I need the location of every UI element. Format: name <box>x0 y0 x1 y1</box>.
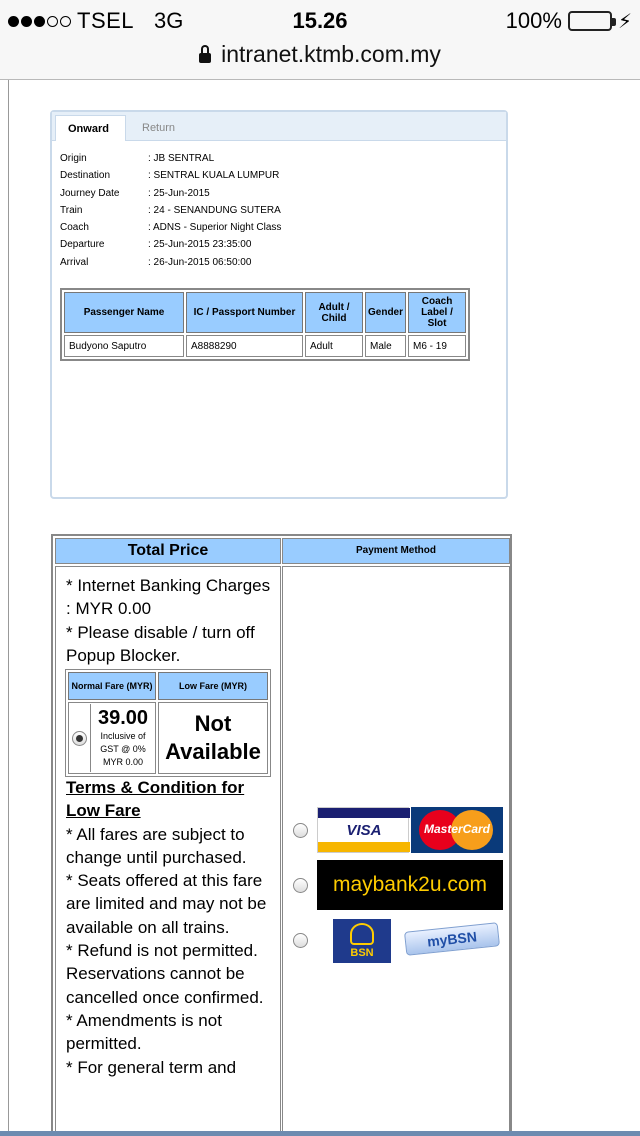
note-banking-charges: * Internet Banking Charges : MYR 0.00 <box>66 576 271 619</box>
bsn-logo: BSN <box>333 919 391 963</box>
battery-icon <box>568 11 612 31</box>
term-item: * Seats offered at this fare are limited and may not be available on all trains. <box>66 871 267 937</box>
normal-fare-cell <box>68 702 156 774</box>
total-price-header: Total Price <box>55 538 281 564</box>
term-item: * For general term and <box>66 1057 237 1077</box>
network-type: 3G <box>154 8 184 33</box>
table-row <box>64 335 466 357</box>
bsn-radio[interactable] <box>293 933 308 948</box>
battery-percent: 100% <box>505 8 562 33</box>
payment-cell <box>282 566 510 1136</box>
col-ic-passport: IC / Passport Number <box>186 292 303 333</box>
journey-tabs <box>52 112 506 141</box>
col-normal-fare: Normal Fare (MYR) <box>68 672 156 700</box>
card-radio[interactable] <box>293 823 308 838</box>
terms-heading[interactable]: Terms & Condition for Low Fare <box>66 778 245 821</box>
tab-onward[interactable]: Onward <box>55 115 126 141</box>
mastercard-logo: MasterCard <box>411 807 503 853</box>
info-row-origin: Origin : JB SENTRAL <box>60 153 215 164</box>
cell-coach-slot: M6 - 19 <box>408 335 466 357</box>
term-item: * Amendments is not permitted. <box>66 1010 222 1054</box>
info-row-journey-date: Journey Date : 25-Jun-2015 <box>60 187 210 199</box>
col-gender: Gender <box>365 292 406 333</box>
gst-note: Inclusive of GST @ 0% MYR 0.00 <box>100 731 146 767</box>
low-fare-not-available: Not Available <box>158 702 268 774</box>
address-bar[interactable] <box>0 41 640 68</box>
col-passenger-name: Passenger Name <box>64 292 184 333</box>
journey-panel <box>50 110 508 499</box>
price-cell <box>55 566 281 1136</box>
visa-logo: VISA <box>317 807 409 853</box>
cell-passenger-name: Budyono Saputro <box>64 335 184 357</box>
passenger-table <box>60 288 470 361</box>
col-adult-child: Adult / Child <box>305 292 363 333</box>
maybank-radio[interactable] <box>293 878 308 893</box>
info-row-train: Train : 24 - SENANDUNG SUTERA <box>60 204 281 216</box>
price-payment-table <box>51 534 512 1136</box>
cell-ic-passport: A8888290 <box>186 335 303 357</box>
charging-icon: ⚡ <box>617 10 632 33</box>
normal-fare-price: 39.00 <box>97 707 149 729</box>
price-notes <box>66 574 276 667</box>
info-row-arrival: Arrival : 26-Jun-2015 06:50:00 <box>60 256 252 268</box>
mybsn-logo: myBSN <box>404 922 500 956</box>
clock: 15.26 <box>292 8 348 33</box>
col-low-fare: Low Fare (MYR) <box>158 672 268 700</box>
info-row-departure: Departure : 25-Jun-2015 23:35:00 <box>60 239 252 251</box>
terms-section <box>66 776 276 1079</box>
normal-fare-radio[interactable] <box>72 731 87 746</box>
maybank2u-logo: maybank2u.com <box>317 860 503 910</box>
tab-return[interactable]: Return <box>142 122 176 134</box>
term-item: * Refund is not permitted. Reservations cannot be cancelled once confirmed. <box>66 941 264 1007</box>
table-header-row <box>64 292 466 333</box>
term-item: * All fares are subject to change until purchased. <box>66 824 247 867</box>
carrier-name: TSEL <box>77 8 135 33</box>
cell-gender: Male <box>365 335 406 357</box>
info-row-coach: Coach : ADNS - Superior Night Class <box>60 222 282 234</box>
info-row-destination: Destination : SENTRAL KUALA LUMPUR <box>60 170 280 182</box>
payment-method-header: Payment Method <box>282 538 510 564</box>
cell-adult-child: Adult <box>305 335 363 357</box>
note-popup-blocker: * Please disable / turn off Popup Blocker. <box>66 622 255 665</box>
col-coach-slot: Coach Label / Slot <box>408 292 466 333</box>
browser-chrome <box>0 0 640 80</box>
fare-table <box>65 669 271 777</box>
status-bar <box>0 0 640 40</box>
page-left-border <box>8 80 9 1136</box>
bottom-bar <box>0 1131 640 1136</box>
journey-info <box>60 150 281 271</box>
url-text: intranet.ktmb.com.my <box>221 41 441 67</box>
lock-icon <box>199 53 211 63</box>
